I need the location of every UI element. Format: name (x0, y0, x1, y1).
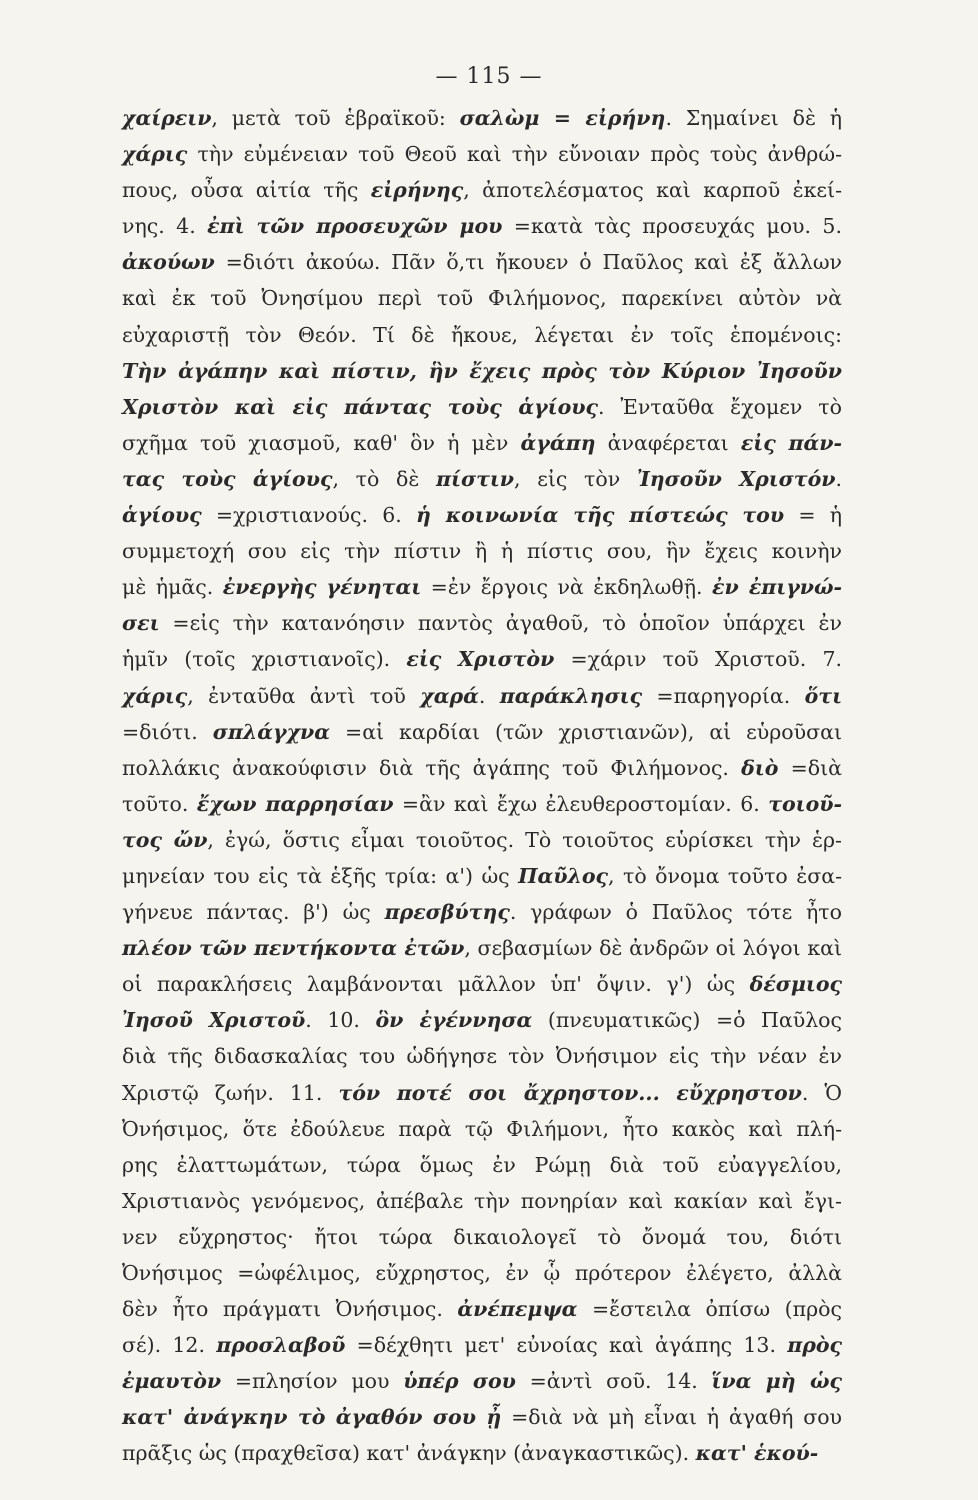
text-line (122, 1255, 842, 1291)
text-line (122, 1435, 842, 1471)
text-line (122, 1327, 842, 1363)
text-line (122, 244, 842, 280)
text-run: =δέχθητι μετ' εὐνοίας καὶ ἀγάπης 13. (345, 1333, 788, 1358)
text-line (122, 1038, 842, 1074)
text-run: διὰ τῆς διδασκαλίας του ὡδήγησε τὸν Ὀνήσιμον εἰς τὴν νέαν ἐν (122, 1044, 842, 1069)
text-run: . Ὁ (801, 1080, 843, 1105)
text-run: πολλάκις ἀνακούφισιν διὰ τῆς ἀγάπης τοῦ Φιλήμονος. (122, 755, 742, 780)
text-line (122, 1111, 842, 1147)
text-run: πρᾶξις ὡς (πραχθεῖσα) κατ' ἀνάγκην (ἀναγκαστικῶς). (122, 1441, 696, 1466)
bold-term: χαρά (420, 683, 479, 708)
text-run: τὴν εὐμένειαν τοῦ Θεοῦ καὶ τὴν εὔνοιαν πρὸς τοὺς ἀνθρώ- (187, 142, 842, 167)
text-run: =ἐν ἔργοις νὰ ἐκδηλωθῇ. (421, 575, 713, 600)
text-line (122, 425, 842, 461)
text-run: =διὰ (778, 755, 842, 780)
body-text (122, 100, 842, 1472)
bold-term: ἀγάπη (520, 430, 596, 455)
text-run: =ἔστειλα ὀπίσω (πρὸς (577, 1297, 843, 1322)
text-line (122, 641, 842, 677)
text-run: . (835, 466, 843, 491)
text-line (122, 678, 842, 714)
text-line (122, 1075, 842, 1111)
text-run: μηνείαν του εἰς τὰ ἑξῆς τρία: α') ὡς (122, 863, 519, 888)
bold-term: ἀκούων (122, 250, 215, 275)
text-run: =πλησίον μου (221, 1369, 404, 1394)
text-run: Χριστῷ ζωήν. 11. (122, 1080, 339, 1105)
text-run: = ἡ (784, 503, 842, 528)
text-run: καὶ ἐκ τοῦ Ὀνησίμου περὶ τοῦ Φιλήμονος, παρεκίνει αὐτὸν νὰ (122, 286, 842, 311)
text-run: ρης ἐλαττωμάτων, τώρα ὅμως ἐν Ρώμῃ διὰ τοῦ εὐαγγελίου, (122, 1152, 842, 1177)
bold-term: ἔχων παρρησίαν (196, 791, 394, 816)
text-line (122, 533, 842, 569)
bold-term: κατ' ἀνάγκην τὸ ἀγαθόν σου ᾖ (122, 1405, 502, 1430)
text-line (122, 894, 842, 930)
bold-term: σπλάγχνα (212, 719, 331, 744)
bold-term: κατ' ἑκού- (695, 1441, 819, 1466)
bold-term: ἵνα μὴ ὡς (711, 1369, 842, 1394)
text-run: γήνευε πάντας. β') ὡς (122, 900, 385, 925)
text-line (122, 497, 842, 533)
text-line (122, 930, 842, 966)
text-run: οἱ παρακλήσεις λαμβάνονται μᾶλλον ὑπ' ὄψιν. γ') ὡς (122, 972, 750, 997)
bold-term: τας τοὺς ἁγίους (122, 466, 333, 491)
text-run: =χριστιανούς. 6. (201, 503, 417, 528)
bold-term: χάρις (122, 683, 188, 708)
text-run: , εἰς τὸν (514, 466, 637, 491)
text-run: , ἐνταῦθα ἀντὶ τοῦ (187, 683, 421, 708)
bold-term: εἰς πάν- (740, 430, 842, 455)
text-line (122, 966, 842, 1002)
text-run: =ἀντὶ σοῦ. 14. (515, 1369, 712, 1394)
text-run: . (478, 683, 500, 708)
text-line (122, 750, 842, 786)
bold-term: παράκλησις (499, 683, 643, 708)
bold-term: εἰρήνης (370, 178, 464, 203)
bold-term: ἀνέπεμψα (457, 1297, 578, 1322)
text-run: συμμετοχή σου εἰς τὴν πίστιν ἢ ἡ πίστις σου, ἣν ἔχεις κοινὴν (122, 539, 842, 564)
bold-term: ἁγίους (122, 503, 202, 528)
text-run: , τὸ ὄνομα τοῦτο ἐσα- (608, 863, 842, 888)
text-line (122, 172, 842, 208)
text-run: ἡμῖν (τοῖς χριστιανοῖς). (122, 647, 407, 672)
bold-term: Χριστὸν καὶ εἰς πάντας τοὺς ἁγίους (122, 394, 598, 419)
bold-term: Παῦλος (518, 863, 609, 888)
text-line (122, 858, 842, 894)
text-line (122, 822, 842, 858)
text-run: (πνευματικῶς) =ὁ Παῦλος (532, 1008, 843, 1033)
bold-term: Ἰησοῦν Χριστόν (636, 466, 836, 491)
text-run: μὲ ἡμᾶς. (122, 575, 223, 600)
text-run: , ἐγώ, ὅστις εἶμαι τοιοῦτος. Τὸ τοιοῦτος εὑρίσκει τὴν ἑρ- (207, 827, 842, 852)
text-run: =κατὰ τὰς προσευχάς μου. 5. (502, 214, 842, 239)
text-run: =εἰς τὴν κατανόησιν παντὸς ἀγαθοῦ, τὸ ὁποῖον ὑπάρχει ἐν (159, 611, 842, 636)
text-line (122, 461, 842, 497)
text-run: . Σημαίνει δὲ ἡ (665, 106, 842, 130)
bold-term: ὃν ἐγέννησα (375, 1008, 533, 1033)
text-line (122, 1147, 842, 1183)
text-run: σχῆμα τοῦ χιασμοῦ, καθ' ὃν ἡ μὲν (122, 430, 521, 455)
text-run: , τὸ δὲ (332, 466, 437, 491)
text-line (122, 317, 842, 353)
bold-term: εἰς Χριστὸν (406, 647, 555, 672)
text-run: Ὀνήσιμος =ὠφέλιμος, εὔχρηστος, ἐν ᾧ πρότερον ἐλέγετο, ἀλλὰ (122, 1261, 842, 1285)
bold-term: σει (122, 611, 160, 636)
text-run: νεν εὔχρηστος· ἤτοι τώρα δικαιολογεῖ τὸ ὄνομά του, διότι (122, 1224, 842, 1249)
bold-term: τος ὤν (122, 827, 208, 852)
bold-term: τοιοῦ- (768, 791, 842, 816)
bold-term: χαίρειν (122, 106, 212, 130)
text-line (122, 208, 842, 244)
text-line (122, 1219, 842, 1255)
bold-term: πρὸς (787, 1333, 842, 1358)
text-run: σέ). 12. (122, 1333, 217, 1358)
text-line (122, 714, 842, 750)
bold-term: τόν ποτέ σοι ἄχρηστον... εὔχρηστον (338, 1080, 802, 1105)
text-run: Ὀνήσιμος, ὅτε ἐδούλευε παρὰ τῷ Φιλήμονι, ἦτο κακὸς καὶ πλή- (122, 1116, 842, 1141)
text-line (122, 786, 842, 822)
text-run: , σεβασμίων δὲ ἀνδρῶν οἱ λόγοι καὶ (464, 936, 843, 961)
bold-term: πρεσβύτης (384, 900, 510, 925)
text-run: . γράφων ὁ Παῦλος τότε ἦτο (509, 900, 842, 925)
text-run: τοῦτο. (122, 791, 197, 816)
text-run: πους, οὖσα αἰτία τῆς (122, 178, 371, 203)
bold-term: χάρις (122, 142, 188, 167)
text-run: =αἱ καρδίαι (τῶν χριστιανῶν), αἱ εὑροῦσαι (330, 719, 842, 744)
bold-term: ἐπὶ τῶν προσευχῶν μου (207, 214, 503, 239)
text-line (122, 1399, 842, 1435)
text-line (122, 569, 842, 605)
text-run: . Ἐνταῦθα ἔχομεν τὸ (597, 394, 842, 419)
text-run: Χριστιανὸς γενόμενος, ἀπέβαλε τὴν πονηρίαν καὶ κακίαν καὶ ἔγι- (122, 1188, 842, 1213)
text-run: =παρηγορία. (642, 683, 805, 708)
text-run: =διότι ἀκούω. Πᾶν ὅ,τι ἤκουεν ὁ Παῦλος καὶ ἐξ ἄλλων (214, 250, 842, 275)
bold-term: ἐνεργὴς γένηται (222, 575, 422, 600)
bold-term: ἐν ἐπιγνώ- (712, 575, 842, 600)
text-line (122, 353, 842, 389)
bold-term: Ἰησοῦ Χριστοῦ (122, 1008, 306, 1033)
text-line (122, 1291, 842, 1327)
text-line (122, 1002, 842, 1038)
text-run: , μετὰ τοῦ ἑβραϊκοῦ: (211, 106, 460, 130)
page-number: — 115 — (435, 64, 543, 89)
text-run: =χάριν τοῦ Χριστοῦ. 7. (554, 647, 843, 672)
bold-term: ὑπέρ σου (403, 1369, 516, 1394)
bold-term: προσλαβοῦ (216, 1333, 346, 1358)
text-run: =ἂν καὶ ἔχω ἐλευθεροστομίαν. 6. (393, 791, 769, 816)
text-line (122, 100, 842, 136)
text-line (122, 1363, 842, 1399)
text-run: ἀναφέρεται (595, 430, 741, 455)
text-line (122, 136, 842, 172)
text-run: =διὰ νὰ μὴ εἶναι ἡ ἀγαθή σου (501, 1405, 843, 1430)
bold-term: ἡ κοινωνία τῆς πίστεώς του (416, 503, 785, 528)
bold-term: δέσμιος (749, 972, 842, 997)
bold-term: ἐμαυτὸν (122, 1369, 222, 1394)
text-run: νης. 4. (122, 214, 208, 239)
text-line (122, 605, 842, 641)
text-line (122, 389, 842, 425)
bold-term: Τὴν ἀγάπην καὶ πίστιν, ἣν ἔχεις πρὸς τὸν Κύριον Ἰησοῦν (122, 358, 842, 383)
bold-term: πλέον τῶν πεντήκοντα ἐτῶν (122, 936, 465, 961)
text-run: δὲν ἦτο πράγματι Ὀνήσιμος. (122, 1297, 458, 1322)
text-run: =διότι. (122, 719, 213, 744)
bold-term: πίστιν (436, 466, 515, 491)
bold-term: διὸ (741, 755, 779, 780)
text-line (122, 280, 842, 316)
text-run: . 10. (305, 1008, 376, 1033)
bold-term: ὅτι (804, 683, 842, 708)
text-line (122, 1183, 842, 1219)
text-run: , ἀποτελέσματος καὶ καρποῦ ἐκεί- (463, 178, 842, 203)
bold-term: σαλὼμ = εἰρήνη (459, 106, 666, 130)
text-run: εὐχαριστῇ τὸν Θεόν. Τί δὲ ἤκουε, λέγεται ἐν τοῖς ἑπομένοις: (122, 322, 842, 347)
